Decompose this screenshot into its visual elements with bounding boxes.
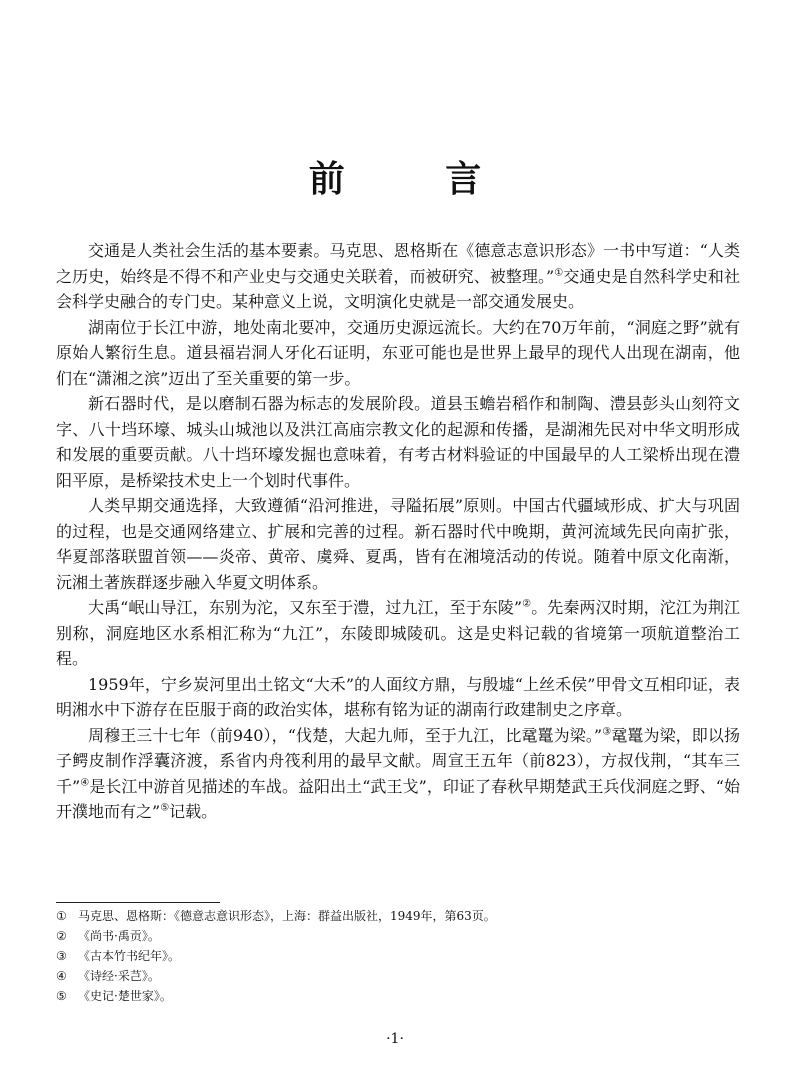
footnote-mark: ⑤ — [56, 989, 67, 1003]
paragraph — [56, 238, 740, 315]
footnote-mark: ① — [56, 909, 67, 923]
page-title: 前 言 — [308, 159, 526, 200]
footnote — [56, 926, 740, 946]
paragraph-text: 。先秦两汉时期，沱江为荆江别称，洞庭地区水系相汇称为“九江”，东陵即城陵矶。这是史料记载的省境第一项航道整治工程。 — [56, 598, 740, 668]
paragraph-text: 鼋鼍为梁，即以扬子鳄皮制作浮囊济渡，系省内舟筏利用的最早文献。周宣王五年（前823），方叔伐荆，“其车三千” — [56, 725, 740, 796]
paragraph — [56, 391, 740, 493]
preface-body — [56, 238, 740, 825]
footnote-text: 《诗经·采芑》。 — [78, 969, 160, 983]
footnote — [56, 986, 740, 1006]
footnote — [56, 906, 740, 926]
footnotes — [56, 906, 740, 1006]
footnote-mark: ③ — [56, 949, 67, 963]
footnote-text: 马克思、恩格斯：《德意志意识形态》，上海：群益出版社，1949年，第63页。 — [78, 909, 496, 923]
paragraph — [56, 315, 740, 392]
paragraph — [56, 493, 740, 595]
footnote-divider — [56, 902, 220, 903]
footnote-text: 《尚书·禹贡》。 — [78, 929, 160, 943]
paragraph-text: 新石器时代，是以磨制石器为标志的发展阶段。道县玉蟾岩稻作和制陶、澧县彭头山刻符文字、八十垱环壕、城头山城池以及洪江高庙宗教文化的起源和传播，是湖湘先民对中华文明形成和发展的重要贡献。八十垱环壕发掘也意味着，有考古材料验证的中国最早的人工梁桥出现在澧阳平原，是桥梁技术史上一个划时代事件。 — [56, 394, 740, 490]
footnote-mark: ② — [56, 929, 67, 943]
paragraph-text: 湖南位于长江中游，地处南北要冲，交通历史源远流长。大约在70万年前，“洞庭之野”就有原始人繁衍生息。道县福岩洞人牙化石证明，东亚可能也是世界上最早的现代人出现在湖南，他们在“潇湘之滨”迈出了至关重要的第一步。 — [56, 317, 740, 388]
footnote-mark: ④ — [56, 969, 67, 983]
paragraph-text: 交通是人类社会生活的基本要素。马克思、恩格斯在《德意志意识形态》一书中写道：“人类之历史，始终是不得不和产业史与交通史关联着，而被研究、被整理。” — [56, 241, 740, 286]
paragraph-text: 交通史是自然科学史和社会科学史融合的专门史。某种意义上说，文明演化史就是一部交通发展史。 — [56, 266, 741, 311]
paragraph-text: 周穆王三十七年（前940），“伐楚，大起九师，至于九江，比鼋鼍为梁。” — [88, 725, 603, 745]
footnote — [56, 966, 740, 986]
paragraph — [56, 672, 740, 723]
paragraph-text: 记载。 — [169, 802, 218, 821]
paragraph-text: 大禹“岷山导江，东别为沱，又东至于澧，过九江，至于东陵” — [88, 598, 523, 617]
paragraph-text: 是长江中游首见描述的车战。益阳出土“武王戈”，印证了春秋早期楚武王兵伐洞庭之野、“始开濮地而有之” — [56, 776, 740, 821]
footnote-text: 《史记·楚世家》。 — [78, 989, 172, 1003]
paragraph — [56, 595, 740, 672]
footnote-ref[interactable]: ③ — [602, 726, 612, 738]
footnote-ref[interactable]: ① — [554, 267, 564, 279]
footnote — [56, 946, 740, 966]
paragraph-text: 1959年，宁乡炭河里出土铭文“大禾”的人面纹方鼎，与殷墟“上丝禾侯”甲骨文互相印证，表明湘水中下游存在臣服于商的政治实体，堪称有铭为证的湖南行政建制史之序章。 — [56, 674, 740, 719]
page-number: ·1· — [386, 1031, 404, 1047]
paragraph — [56, 723, 740, 825]
footnote-ref[interactable]: ④ — [80, 777, 90, 789]
footnote-ref[interactable]: ② — [522, 598, 532, 610]
paragraph-text: 人类早期交通选择，大致遵循“沿河推进，寻隘拓展”原则。中国古代疆域形成、扩大与巩固的过程，也是交通网络建立、扩展和完善的过程。新石器时代中晚期，黄河流域先民向南扩张，华夏部落联盟首领——炎帝、黄帝、虞舜、夏禹，皆有在湘境活动的传说。随着中原文化南渐，沅湘土著族群逐步融入华夏文明体系。 — [56, 496, 740, 592]
footnote-text: 《古本竹书纪年》。 — [78, 949, 181, 963]
footnote-ref[interactable]: ⑤ — [160, 802, 170, 814]
